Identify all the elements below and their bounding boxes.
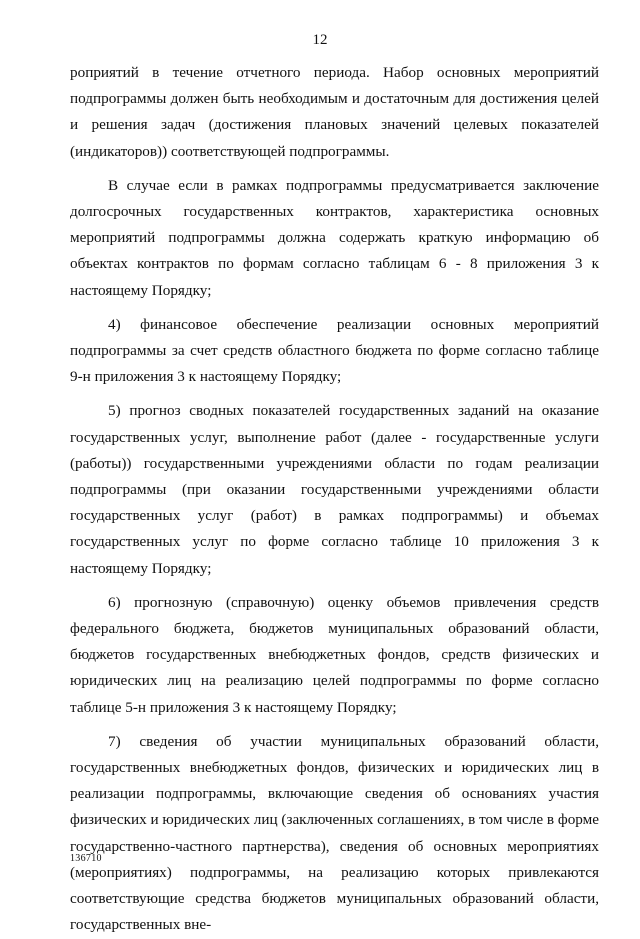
- document-body: [70, 60, 599, 939]
- paragraph-item-7: 7) сведения об участии муниципальных образований области, государственных внебюджетных фондов, физических и юридических лиц в реализации подпрограммы, включающие сведения об основаниях участия физических и юридических лиц (заключенных соглашениях, в том числе в форме государственно-частного партнерства), сведения об основных мероприятиях (мероприятиях) подпрограммы, на реализацию которых привлекаются соответствующие средства бюджетов муниципальных образований области, государственных вне-: [70, 732, 599, 934]
- paragraph-long-term-contracts: В случае если в рамках подпрограммы предусматривается заключение долгосрочных государственных контрактов, характеристика основных мероприятий подпрограммы должна содержать краткую информацию об объектах контрактов по формам согласно таблицам 6 - 8 приложения 3 к настоящему Порядку;: [70, 176, 599, 299]
- paragraph-item-5: 5) прогноз сводных показателей государственных заданий на оказание государственных услуг, выполнение работ (далее - государственные услуги (работы)) государственными учреждениями области по годам реализации подпрограммы (при оказании государственными учреждениями области государственных услуг (работ) в рамках подпрограммы) и объемах государственных услуг по форме согласно таблице 10 приложения 3 к настоящему Порядку;: [70, 402, 599, 577]
- paragraph-item-6: 6) прогнозную (справочную) оценку объемов привлечения средств федерального бюджета, бюджетов муниципальных образований области, бюджетов государственных внебюджетных фондов, средств физических и юридических лиц на реализацию целей подпрограммы по форме согласно таблице 5-н приложения 3 к настоящему Порядку;: [70, 593, 599, 716]
- document-code: 136710: [70, 853, 102, 864]
- paragraph-item-4: 4) финансовое обеспечение реализации основных мероприятий подпрограммы за счет средств областного бюджета по форме согласно таблице 9-н приложения 3 к настоящему Порядку;: [70, 315, 599, 386]
- paragraph-continuation: роприятий в течение отчетного периода. Набор основных мероприятий подпрограммы должен быть необходимым и достаточным для достижения целей и решения задач (достижения плановых значений целевых показателей (индикаторов)) соответствующей подпрограммы.: [70, 64, 599, 160]
- page-number: 12: [312, 32, 328, 48]
